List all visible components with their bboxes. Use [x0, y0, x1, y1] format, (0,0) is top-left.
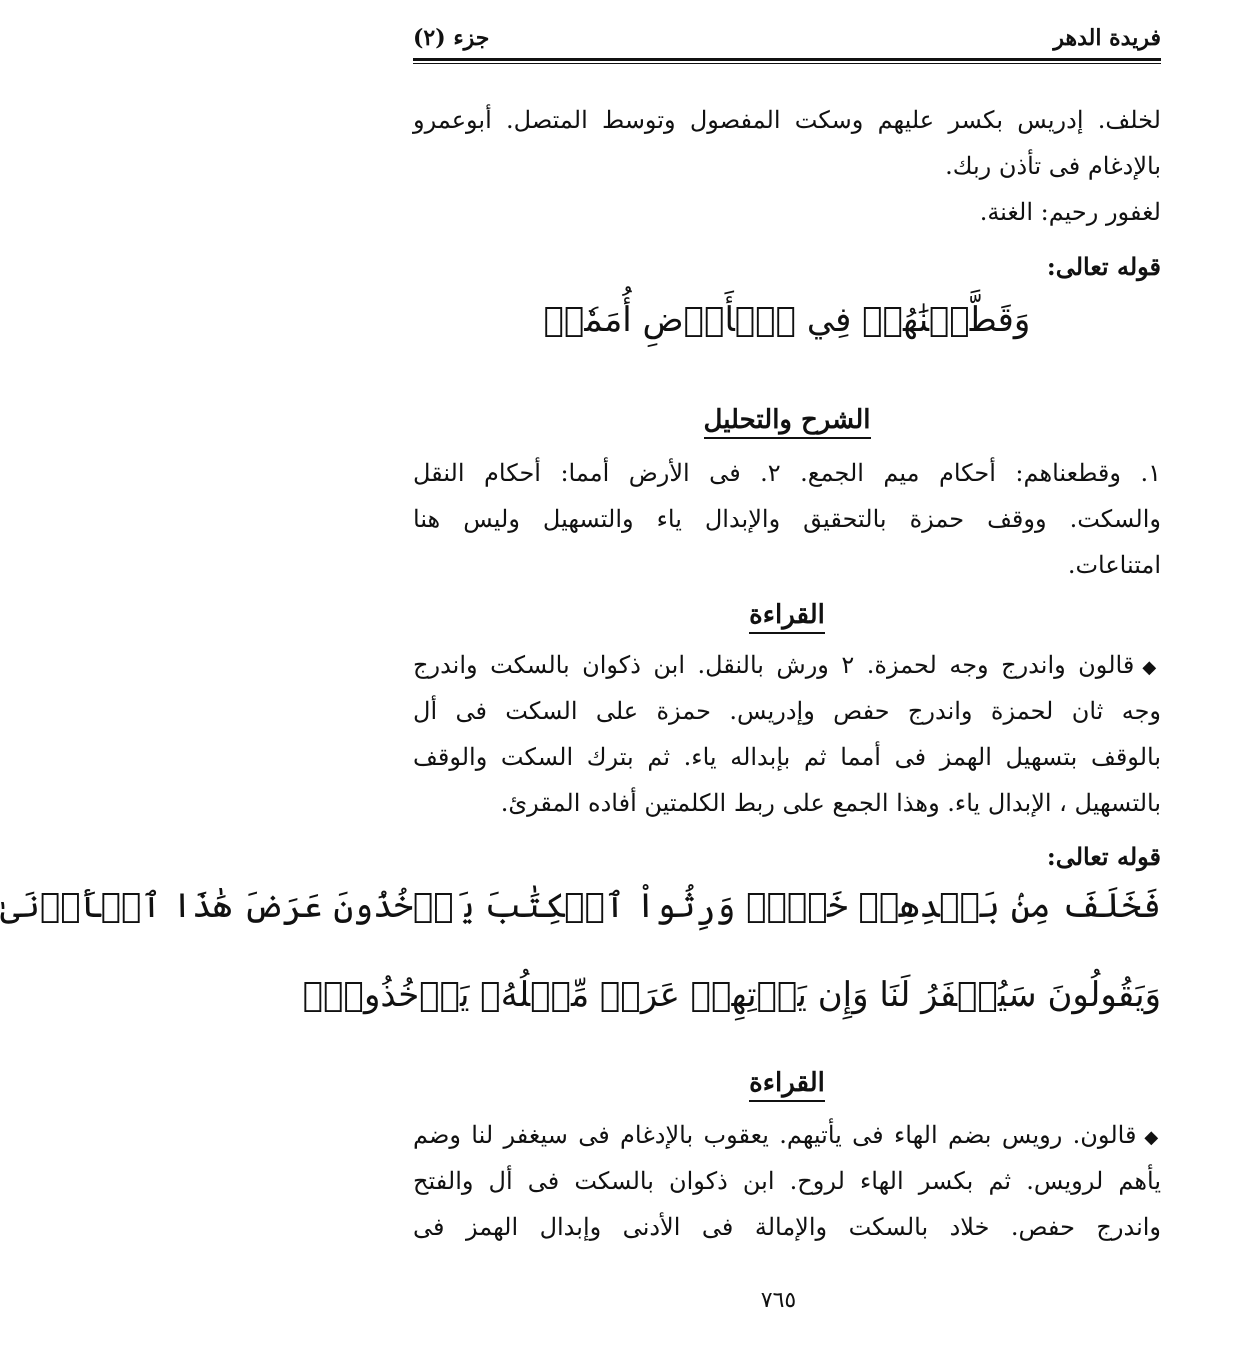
text-line: والسكت. ووقف حمزة بالتحقيق والإبدال ياء والتسهيل وليس هنا [413, 505, 1161, 533]
text-line [413, 642, 1161, 688]
section-heading-commentary [413, 405, 1161, 435]
book-title: فريدة الدهر [1053, 25, 1161, 51]
text-line: امتناعات. [1067, 551, 1161, 579]
section-heading-reading [413, 600, 1161, 630]
commentary-paragraph [413, 450, 1161, 588]
reading-paragraph [413, 1112, 1161, 1250]
text-line: واندرج حفص. خلاد بالسكت والإمالة فى الأدنى وإبدال الهمز فى [413, 1213, 1161, 1241]
verse-label: قوله تعالى: [1046, 842, 1161, 871]
volume-label: جزء (٢) [413, 25, 490, 51]
quran-verse: وَقَطَّعۡنَٰهُمۡ فِي ٱلۡأَرۡضِ أُمَمٗاۖ [543, 300, 1031, 340]
text-line: ١. وقطعناهم: أحكام ميم الجمع. ٢. فى الأرض أمما: أحكام النقل [413, 459, 1162, 487]
section-heading-reading [413, 1068, 1161, 1098]
heading-text: الشرح والتحليل [704, 405, 871, 439]
text-line: بالتسهيل ، الإبدال ياء. وهذا الجمع على ربط الكلمتين أفاده المقرئ. [500, 789, 1161, 817]
heading-text: القراءة [749, 600, 825, 634]
text-span: قالون. رويس بضم الهاء فى يأتيهم. يعقوب بالإدغام فى سيغفر لنا وضم [413, 1121, 1137, 1149]
text-line: لغفور رحيم: الغنة. [979, 198, 1161, 226]
diamond-bullet-icon: ◆ [1144, 1127, 1161, 1148]
header-rule-thick [413, 58, 1161, 61]
text-line: بالوقف بتسهيل الهمز فى أمما ثم بإبداله ياء. ثم بترك السكت والوقف [413, 743, 1161, 771]
verse-label: قوله تعالى: [1046, 252, 1161, 281]
text-line: وجه ثان لحمزة واندرج حفص وإدريس. حمزة على السكت فى أل [413, 697, 1161, 725]
quran-verse-line: وَيَقُولُونَ سَيُغۡفَرُ لَنَا وَإِن يَأۡتِهِمۡ عَرَضٞ مِّثۡلُهُۥ يَأۡخُذُوهُۚ [302, 975, 1161, 1015]
text-line: يأهم لرويس. ثم بكسر الهاء لروح. ابن ذكوان بالسكت فى أل والفتح [413, 1167, 1161, 1195]
text-line: بالإدغام فى تأذن ربك. [945, 152, 1161, 180]
header-rule-thin [413, 63, 1161, 64]
reading-paragraph [413, 642, 1161, 826]
heading-text: القراءة [749, 1068, 825, 1102]
text-line [413, 1112, 1161, 1158]
running-header [413, 18, 1161, 58]
page-number: ٧٦٥ [760, 1288, 797, 1313]
diamond-bullet-icon: ◆ [1142, 657, 1161, 678]
quran-verse-line: فَخَلَفَ مِنۢ بَعۡدِهِمۡ خَلۡفٞ وَرِثُواْ ٱلۡكِتَٰبَ يَأۡخُذُونَ عَرَضَ هَٰذَا ٱلۡأَدۡنَىٰ [0, 886, 1161, 926]
text-line: لخلف. إدريس بكسر عليهم وسكت المفصول وتوسط المتصل. أبوعمرو [413, 106, 1161, 134]
opening-paragraph [413, 97, 1161, 235]
text-span: قالون واندرج وجه لحمزة. ٢ ورش بالنقل. ابن ذكوان بالسكت واندرج [413, 651, 1135, 679]
